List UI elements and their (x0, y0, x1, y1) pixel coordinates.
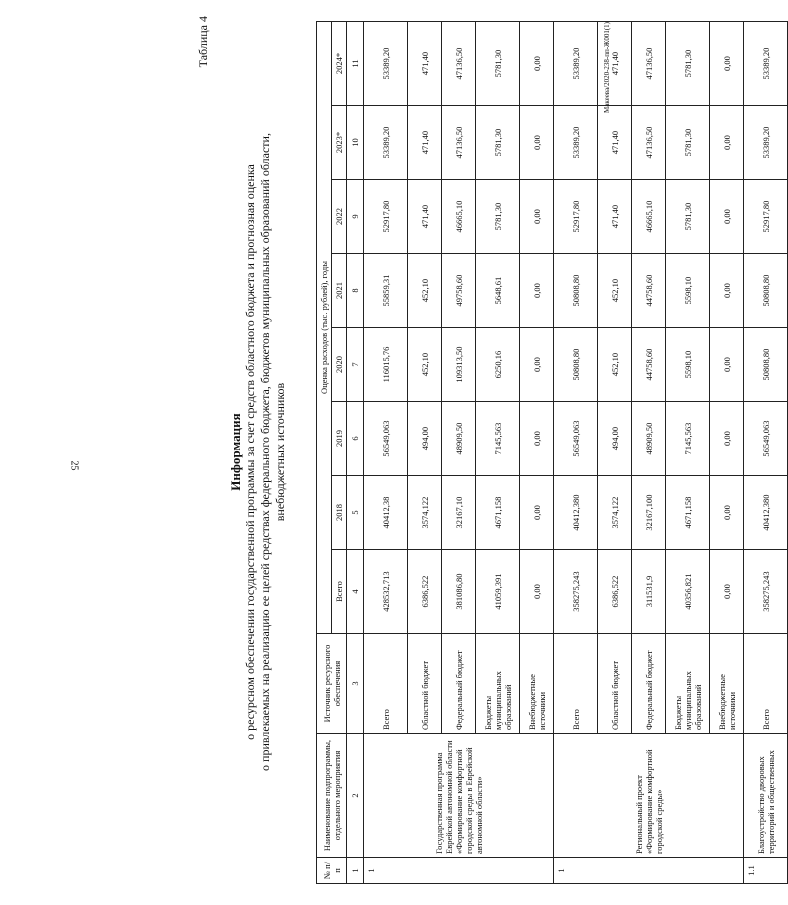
amount-cell: 40412,380 (744, 476, 788, 550)
amount-cell: 0,00 (710, 180, 744, 254)
amount-cell: 41059,391 (476, 550, 520, 634)
header-index-cell: 2 (347, 734, 364, 858)
amount-cell: 5781,30 (476, 180, 520, 254)
header-year: 2024* (332, 22, 347, 106)
amount-cell: 471,40 (598, 180, 632, 254)
amount-cell: 471,40 (408, 180, 442, 254)
amount-cell: 5598,10 (666, 328, 710, 402)
header-row-1 (317, 22, 332, 884)
amount-cell: 3574,122 (408, 476, 442, 550)
table-row (744, 22, 788, 884)
funding-source: Федеральный бюджет (632, 634, 666, 734)
amount-cell: 46665,10 (442, 180, 476, 254)
amount-cell: 53389,20 (554, 22, 598, 106)
amount-cell: 5781,30 (476, 22, 520, 106)
funding-source: Областной бюджет (408, 634, 442, 734)
amount-cell: 116015,76 (364, 328, 408, 402)
program-name: Государственная программа Еврейской автономной области «Формирование комфортной городской среды в Еврейской автономной области» (364, 734, 554, 858)
amount-cell: 0,00 (710, 106, 744, 180)
header-index-cell: 10 (347, 106, 364, 180)
amount-cell: 52917,80 (364, 180, 408, 254)
header-year: 2022 (332, 180, 347, 254)
amount-cell: 52917,80 (744, 180, 788, 254)
amount-cell: 50808,80 (554, 254, 598, 328)
funding-source: Бюджеты муниципальных образований (476, 634, 520, 734)
amount-cell: 47136,50 (442, 22, 476, 106)
table-body (364, 22, 788, 884)
header-name: Наименование подпрограммы, отдельного мероприятия (317, 734, 347, 858)
amount-cell: 494,00 (408, 402, 442, 476)
amount-cell: 381086,80 (442, 550, 476, 634)
funding-source: Всего (364, 634, 408, 734)
header-index-cell: 7 (347, 328, 364, 402)
rotated-page (188, 12, 776, 892)
page-number: 25 (68, 460, 80, 471)
amount-cell: 428532,713 (364, 550, 408, 634)
amount-cell: 0,00 (710, 476, 744, 550)
header-index-cell: 11 (347, 22, 364, 106)
amount-cell: 32167,10 (442, 476, 476, 550)
funding-source: Внебюджетные источники (710, 634, 744, 734)
table-row (554, 22, 598, 884)
amount-cell: 55859,31 (364, 254, 408, 328)
amount-cell: 56549,063 (554, 402, 598, 476)
amount-cell: 0,00 (520, 254, 554, 328)
amount-cell: 44758,60 (632, 254, 666, 328)
amount-cell: 471,40 (598, 22, 632, 106)
amount-cell: 358275,243 (554, 550, 598, 634)
amount-cell: 452,10 (408, 328, 442, 402)
amount-cell: 47136,50 (442, 106, 476, 180)
title-line-2: о ресурсном обеспечении государственной программы за счет средств областного бюджета и прогнозная оценка (243, 164, 257, 740)
amount-cell: 47136,50 (632, 106, 666, 180)
header-year: Всего (332, 550, 347, 634)
amount-cell: 4671,158 (666, 476, 710, 550)
amount-cell: 0,00 (520, 180, 554, 254)
amount-cell: 471,40 (408, 106, 442, 180)
amount-cell: 53389,20 (744, 22, 788, 106)
amount-cell: 0,00 (520, 550, 554, 634)
amount-cell: 452,10 (408, 254, 442, 328)
header-index-cell: 4 (347, 550, 364, 634)
amount-cell: 32167,100 (632, 476, 666, 550)
document-title (228, 12, 288, 892)
amount-cell: 7145,563 (476, 402, 520, 476)
header-index-cell: 3 (347, 634, 364, 734)
header-source: Источник ресурсного обеспечения (317, 634, 347, 734)
amount-cell: 48909,50 (632, 402, 666, 476)
title-line-4: внебюджетных источников (273, 382, 287, 522)
header-estimate: Оценка расходов (тыс. рублей), годы (317, 22, 332, 634)
amount-cell: 0,00 (520, 328, 554, 402)
amount-cell: 53389,20 (364, 22, 408, 106)
title-line-3: о привлекаемых на реализацию ее целей средствах федерального бюджета, бюджетов муниципальных образований области, (258, 133, 272, 771)
table-label: Таблица 4 (196, 16, 210, 68)
header-year: 2019 (332, 402, 347, 476)
amount-cell: 5781,30 (666, 106, 710, 180)
amount-cell: 5781,30 (666, 22, 710, 106)
amount-cell: 56549,063 (364, 402, 408, 476)
amount-cell: 471,40 (408, 22, 442, 106)
amount-cell: 44758,60 (632, 328, 666, 402)
row-number: 1 (554, 858, 744, 884)
amount-cell: 471,40 (598, 106, 632, 180)
funding-source: Областной бюджет (598, 634, 632, 734)
funding-source: Внебюджетные источники (520, 634, 554, 734)
row-number: 1 (364, 858, 554, 884)
header-year: 2021 (332, 254, 347, 328)
amount-cell: 311531,9 (632, 550, 666, 634)
amount-cell: 3574,122 (598, 476, 632, 550)
amount-cell: 5598,10 (666, 254, 710, 328)
resource-table (316, 21, 788, 884)
amount-cell: 0,00 (710, 402, 744, 476)
header-year: 2020 (332, 328, 347, 402)
header-index-cell: 5 (347, 476, 364, 550)
amount-cell: 6386,522 (408, 550, 442, 634)
funding-source: Всего (744, 634, 788, 734)
amount-cell: 358275,243 (744, 550, 788, 634)
amount-cell: 40356,821 (666, 550, 710, 634)
amount-cell: 4671,158 (476, 476, 520, 550)
header-index-cell: 9 (347, 180, 364, 254)
amount-cell: 40412,380 (554, 476, 598, 550)
amount-cell: 0,00 (520, 106, 554, 180)
amount-cell: 452,10 (598, 328, 632, 402)
title-line-1: Информация (228, 413, 243, 491)
amount-cell: 494,00 (598, 402, 632, 476)
header-index-cell: 1 (347, 858, 364, 884)
amount-cell: 46665,10 (632, 180, 666, 254)
amount-cell: 53389,20 (364, 106, 408, 180)
amount-cell: 5648,61 (476, 254, 520, 328)
header-year: 2018 (332, 476, 347, 550)
amount-cell: 48909,50 (442, 402, 476, 476)
amount-cell: 53389,20 (744, 106, 788, 180)
amount-cell: 452,10 (598, 254, 632, 328)
header-index-cell: 6 (347, 402, 364, 476)
amount-cell: 5781,30 (476, 106, 520, 180)
amount-cell: 50808,80 (744, 328, 788, 402)
amount-cell: 49758,60 (442, 254, 476, 328)
amount-cell: 40412,38 (364, 476, 408, 550)
amount-cell: 7145,563 (666, 402, 710, 476)
program-name: Благоустройство дворовых территорий и общественных (744, 734, 788, 858)
header-index-cell: 8 (347, 254, 364, 328)
amount-cell: 0,00 (520, 22, 554, 106)
amount-cell: 6250,16 (476, 328, 520, 402)
amount-cell: 0,00 (710, 328, 744, 402)
table-row (364, 22, 408, 884)
row-number: 1.1 (744, 858, 788, 884)
amount-cell: 6386,522 (598, 550, 632, 634)
amount-cell: 109313,50 (442, 328, 476, 402)
header-year: 2023* (332, 106, 347, 180)
amount-cell: 0,00 (710, 22, 744, 106)
amount-cell: 0,00 (520, 476, 554, 550)
program-name: Региональный проект «Формирование комфортной городской среды» (554, 734, 744, 858)
amount-cell: 50808,80 (744, 254, 788, 328)
header-index-row (347, 22, 364, 884)
amount-cell: 52917,80 (554, 180, 598, 254)
funding-source: Федеральный бюджет (442, 634, 476, 734)
footer-note: Макеева/2020-238-пп-Ж001(1) (603, 22, 611, 113)
amount-cell: 0,00 (520, 402, 554, 476)
amount-cell: 0,00 (710, 254, 744, 328)
amount-cell: 50808,80 (554, 328, 598, 402)
amount-cell: 53389,20 (554, 106, 598, 180)
funding-source: Бюджеты муниципальных образований (666, 634, 710, 734)
amount-cell: 47136,50 (632, 22, 666, 106)
amount-cell: 0,00 (710, 550, 744, 634)
amount-cell: 5781,30 (666, 180, 710, 254)
funding-source: Всего (554, 634, 598, 734)
amount-cell: 56549,063 (744, 402, 788, 476)
header-num: № п/п (317, 858, 347, 884)
